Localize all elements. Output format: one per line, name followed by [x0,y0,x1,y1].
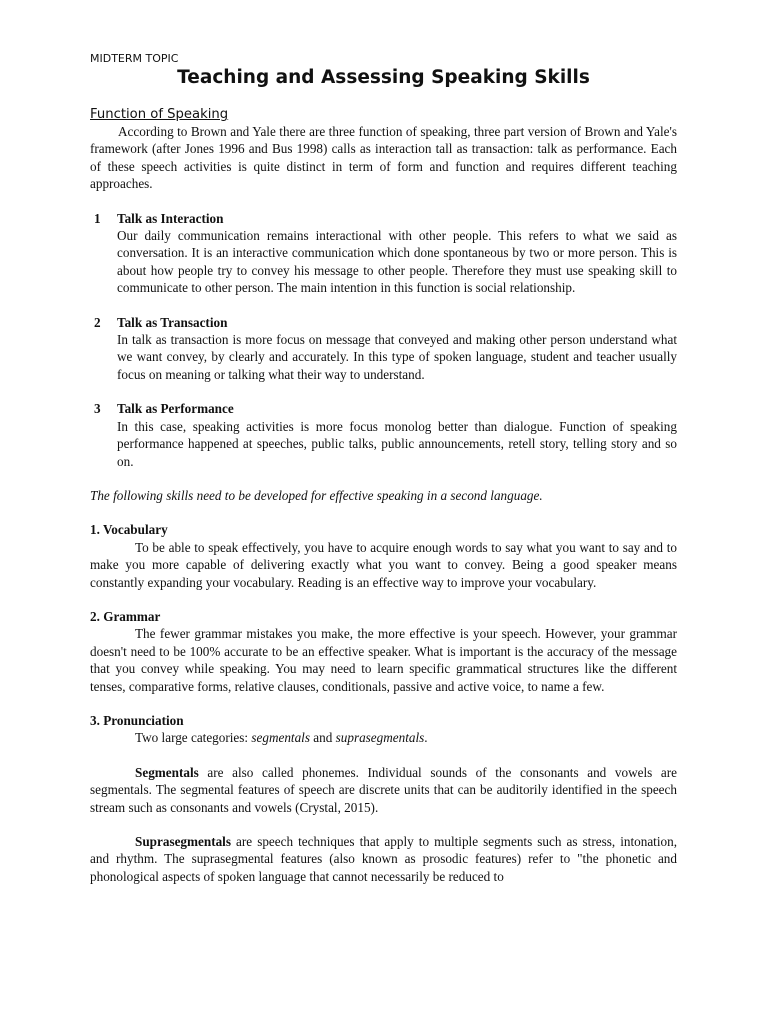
pronunciation-categories [90,729,677,746]
item-title: Talk as Interaction [117,210,224,226]
item-title: Talk as Performance [117,401,234,417]
categories-prefix: Two large categories: [135,730,252,746]
function-item [90,400,677,470]
grammar-paragraph: The fewer grammar mistakes you make, the more effective is your speech. However, your grammar doesn't need to be 100% accurate to be an effective speaker. What is important is the accuracy of the message that you convey while speaking. You may need to learn specific grammatical structures like the different tenses, comparative forms, relative clauses, conditionals, passive and active voice, to name a few. [90,626,677,694]
item-body: Our daily communication remains interactional with other people. This refers to what we said as conversation. It is an interactive communication which done spontaneous by two or more person. This is about how people try to convey his message to other people. Therefore they must use speaking skill to communicate to other person. The main intention in this function is social relationship. [117,228,677,296]
segmentals-paragraph [90,764,677,816]
suprasegmentals-body: are speech techniques that apply to multiple segments such as stress, intonation, and rhythm. The suprasegmental features (also known as prosodic features) refer to "the phonetic and phonological aspects of spoken language that cannot necessarily be reduced to [90,834,677,884]
midterm-topic-label: MIDTERM TOPIC [90,52,179,65]
pronunciation-heading: 3. Pronunciation [90,712,184,728]
segmentals-term: Segmentals [135,764,199,780]
item-number: 2 [94,314,101,330]
function-intro-paragraph: According to Brown and Yale there are three function of speaking, three part version of Brown and Yale's framework (after Jones 1996 and Bus 1998) calls as interaction tall as transaction: talk as performance. Each of these speech activities is quite distinct in term of form and function and requires different teaching approaches. [90,124,677,192]
item-title: Talk as Transaction [117,314,228,330]
item-body: In this case, speaking activities is more focus monolog better than dialogue. Function of speaking performance happened at speeches, public talks, public announcements, retell story, telling story and so on. [117,418,677,469]
function-item [90,210,677,297]
suprasegmentals-paragraph [90,833,677,885]
category-segmentals: segmentals [251,730,310,746]
segmentals-body: are also called phonemes. Individual sounds of the consonants and vowels are segmentals. The segmental features of speech are discrete units that can be auditorily identified in the speech stream such as consonants and vowels (Crystal, 2015). [90,764,677,815]
vocabulary-heading: 1. Vocabulary [90,522,168,538]
vocabulary-paragraph: To be able to speak effectively, you have to acquire enough words to say what you want to say and to make you more capable of delivering exactly what you want to convey. Being a good speaker means constantly expanding your vocabulary. Reading is an effective way to improve your vocabulary. [90,539,677,590]
skills-intro: The following skills need to be developed for effective speaking in a second language. [90,487,543,503]
suprasegmentals-term: Suprasegmentals [135,834,231,849]
item-body: In talk as transaction is more focus on message that conveyed and making other person understand what we want convey, by clearly and accurately. In this type of spoken language, student and teacher usually focus on meaning or talking what their way to understand. [117,332,677,382]
item-number: 1 [94,210,101,226]
category-suprasegmentals: suprasegmentals [335,730,425,746]
grammar-heading: 2. Grammar [90,608,161,624]
categories-period: . [424,730,428,746]
page-title: Teaching and Assessing Speaking Skills [177,67,590,88]
function-item [90,314,677,384]
categories-and: and [309,730,336,746]
document-page [90,52,677,885]
item-number: 3 [94,401,101,417]
function-of-speaking-heading: Function of Speaking [90,107,229,122]
